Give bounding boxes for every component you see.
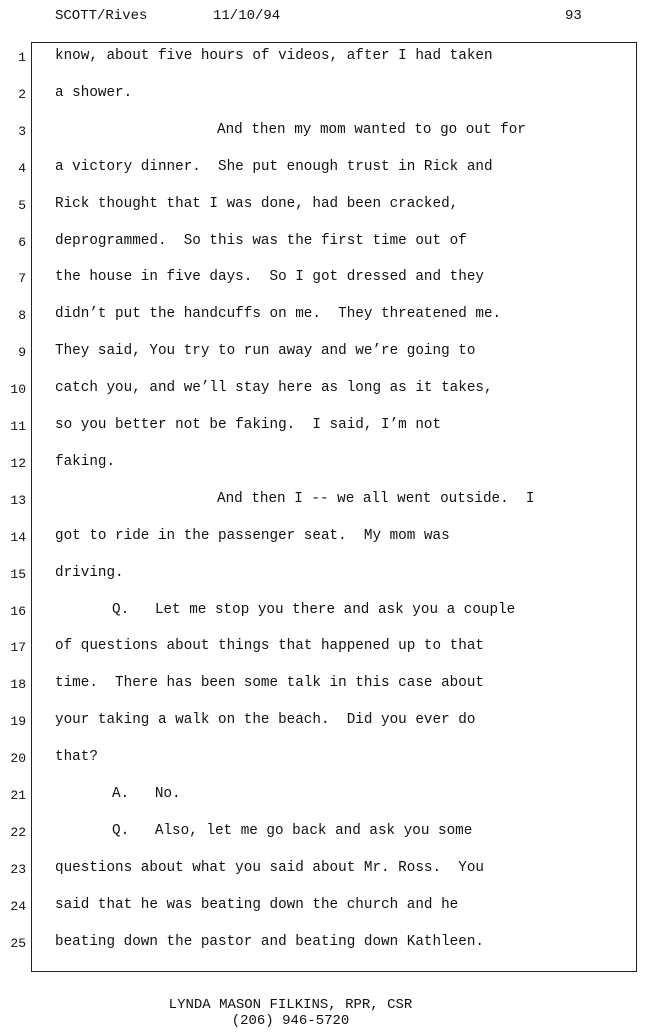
line-number: 18	[10, 677, 26, 693]
transcript-date: 11/10/94	[213, 8, 281, 24]
line-text: And then my mom wanted to go out for	[217, 121, 526, 138]
line-number: 13	[10, 492, 26, 508]
line-text: the house in five days. So I got dressed and they	[55, 269, 484, 286]
line-text: And then I -- we all went outside. I	[217, 490, 535, 507]
line-text: so you better not be faking. I said, I’m not	[55, 417, 442, 433]
line-text: faking.	[55, 453, 116, 470]
line-text: a shower.	[55, 84, 133, 101]
line-number: 3	[18, 123, 26, 139]
line-text: time. There has been some talk in this case about	[55, 675, 484, 692]
line-number: 19	[10, 714, 26, 730]
line-text: know, about five hours of videos, after I had taken	[55, 48, 493, 64]
transcript-line	[0, 343, 651, 363]
line-number: 17	[10, 640, 26, 656]
line-text: your taking a walk on the beach. Did you ever do	[55, 712, 476, 729]
transcript-line	[0, 233, 651, 253]
transcript-line	[0, 712, 651, 732]
line-number: 4	[18, 160, 26, 176]
line-number: 23	[10, 861, 26, 877]
line-text: didn’t put the handcuffs on me. They threatened me.	[55, 306, 502, 323]
line-text: Q. Also, let me go back and ask you some	[112, 822, 473, 839]
transcript-line	[0, 48, 651, 68]
reporter-name: LYNDA MASON FILKINS, RPR, CSR	[168, 997, 413, 1013]
transcript-line	[0, 786, 651, 806]
line-number: 25	[10, 935, 26, 951]
line-number: 10	[10, 382, 26, 398]
line-number: 2	[18, 86, 26, 102]
transcript-line	[0, 602, 651, 622]
line-number: 15	[10, 566, 26, 582]
page-number: 93	[565, 8, 582, 24]
line-number: 1	[18, 50, 26, 65]
transcript-line	[0, 528, 651, 548]
reporter-phone: (206) 946-5720	[231, 1013, 350, 1029]
line-text: got to ride in the passenger seat. My mom was	[55, 527, 450, 544]
transcript-line	[0, 85, 651, 105]
transcript-line	[0, 675, 651, 695]
transcript-line	[0, 196, 651, 216]
transcript-line	[0, 823, 651, 843]
line-number: 16	[10, 603, 26, 619]
page-header	[0, 8, 651, 28]
line-number: 11	[10, 419, 26, 434]
transcript-line	[0, 749, 651, 769]
transcript-line	[0, 638, 651, 658]
line-text: that?	[55, 749, 98, 766]
transcript-line	[0, 122, 651, 142]
transcript-line	[0, 159, 651, 179]
case-name: SCOTT/Rives	[55, 8, 148, 24]
line-text: A. No.	[112, 786, 181, 802]
line-text: They said, You try to run away and we’re going to	[55, 343, 476, 360]
transcript-line	[0, 269, 651, 289]
line-number: 8	[18, 308, 26, 324]
transcript-line	[0, 454, 651, 474]
line-number: 12	[10, 455, 26, 471]
line-number: 24	[10, 898, 26, 914]
line-text: beating down the pastor and beating down Kathleen.	[55, 933, 484, 950]
transcript-line	[0, 417, 651, 437]
line-number: 21	[10, 788, 26, 803]
line-text: of questions about things that happened up to that	[55, 638, 484, 655]
line-text: Rick thought that I was done, had been cracked,	[55, 195, 459, 212]
line-text: catch you, and we’ll stay here as long as it takes,	[55, 380, 493, 397]
transcript-line	[0, 565, 651, 585]
line-number: 20	[10, 751, 26, 767]
line-text: said that he was beating down the church and he	[55, 896, 459, 913]
transcript-line	[0, 934, 651, 954]
line-text: a victory dinner. She put enough trust in Rick and	[55, 158, 493, 175]
transcript-line	[0, 491, 651, 511]
line-number: 5	[18, 197, 26, 213]
line-number: 9	[18, 345, 26, 361]
transcript-line	[0, 306, 651, 326]
line-number: 22	[10, 824, 26, 840]
line-number: 6	[18, 234, 26, 250]
line-text: questions about what you said about Mr. Ross. You	[55, 859, 484, 876]
transcript-line	[0, 897, 651, 917]
line-text: driving.	[55, 564, 124, 581]
transcript-line	[0, 860, 651, 880]
transcript-line	[0, 380, 651, 400]
page-footer	[0, 997, 651, 1029]
line-text: deprogrammed. So this was the first time out of	[55, 232, 467, 249]
line-number: 7	[18, 271, 26, 287]
line-text: Q. Let me stop you there and ask you a couple	[112, 601, 516, 618]
line-number: 14	[10, 529, 26, 545]
